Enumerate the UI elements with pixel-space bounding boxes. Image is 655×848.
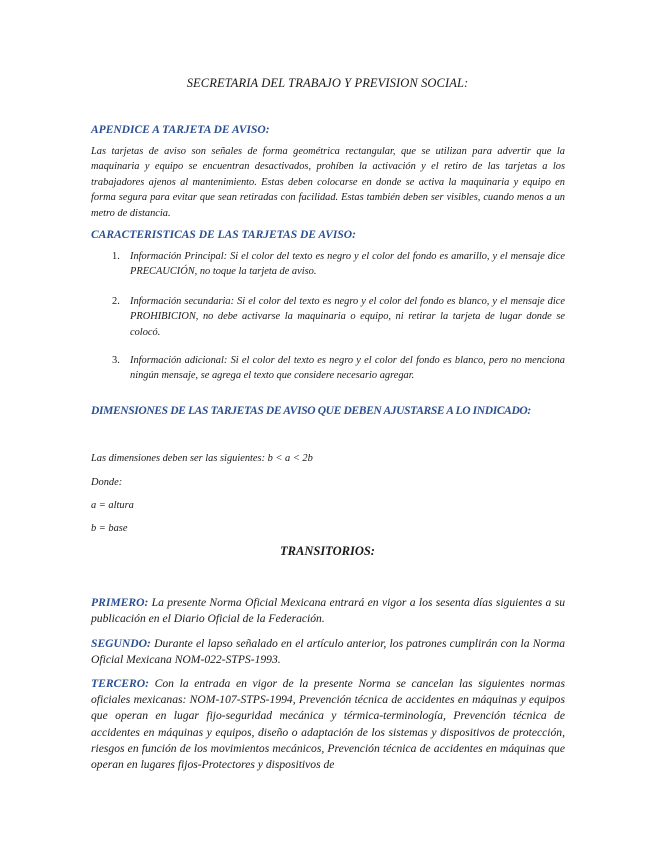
segundo-label: SEGUNDO: <box>91 637 151 650</box>
section-heading-dimensiones: DIMENSIONES DE LAS TARJETAS DE AVISO QUE DEBEN AJUSTARSE A LO INDICADO: <box>91 405 531 417</box>
list-item-text: Información adicional: Si el color del texto es negro y el color del fondo es blanco, pero no menciona ningún mensaje, se agrega el texto que considere necesario agregar. <box>130 355 565 382</box>
list-item-text: Información Principal: Si el color del texto es negro y el color del fondo es amarillo, y el mensaje dice PRECAUCIÓN, no toque la tarjeta de aviso. <box>130 251 565 278</box>
tercero-text: Con la entrada en vigor de la presente Norma se cancelan las siguientes normas oficiales mexicanas: NOM-107-STPS-1994, Prevención técnica de accidentes en máquinas y equipos que operan en lugar fijo-seguridad mecánica y térmica-terminología, Prevención técnica de accidentes en máquinas y equipos, diseño o adaptación de los sistemas y dispositivos de protección, riesgos en función de los movimientos mecánicos, Prevención técnica de accidentes en máquinas que operan en lugares fijos-Protectores y dispositivos de <box>91 677 565 772</box>
section-heading-caracteristicas: CARACTERISTICAS DE LAS TARJETAS DE AVISO: <box>91 229 356 241</box>
list-item-number: 2. <box>112 296 120 307</box>
primero-label: PRIMERO: <box>91 596 149 609</box>
list-item-number: 1. <box>112 251 120 262</box>
list-item-number: 3. <box>112 355 120 366</box>
list-item <box>112 294 565 340</box>
list-item-text: Información secundaria: Si el color del texto es negro y el color del fondo es blanco, y el mensaje dice PROHIBICION, no debe activarse la maquinaria o equipo, ni retirar la tarjeta de lugar donde se colocó. <box>130 296 565 338</box>
paragraph-primero <box>91 595 565 627</box>
dimensions-formula: Las dimensiones deben ser las siguientes: b < a < 2b <box>91 453 313 464</box>
transitorios-title: TRANSITORIOS: <box>280 544 375 558</box>
tercero-label: TERCERO: <box>91 677 149 690</box>
paragraph-tercero <box>91 676 565 773</box>
dimensions-altura: a = altura <box>91 500 134 511</box>
paragraph-apendice: Las tarjetas de aviso son señales de forma geométrica rectangular, que se utilizan para advertir que la maquinaria y equipo se encuentran desactivados, prohíben la activación y el retiro de las tarjetas a los trabajadores ajenos al mantenimiento. Estas deben colocarse en donde se activa la maquinaria y equipo en forma segura para evitar que sean retiradas con facilidad. Estas también deben ser visibles, cuando menos a un metro de distancia. <box>91 146 565 219</box>
page-title: SECRETARIA DEL TRABAJO Y PREVISION SOCIAL: <box>186 76 469 90</box>
dimensions-base: b = base <box>91 523 128 534</box>
list-item <box>112 249 565 280</box>
primero-text: La presente Norma Oficial Mexicana entrará en vigor a los sesenta días siguientes a su publicación en el Diario Oficial de la Federación. <box>91 596 565 626</box>
dimensions-donde: Donde: <box>91 477 123 488</box>
paragraph-segundo <box>91 636 565 668</box>
segundo-text: Durante el lapso señalado en el artículo anterior, los patrones cumplirán con la Norma Oficial Mexicana NOM-022-STPS-1993. <box>91 637 565 667</box>
list-item <box>112 353 565 384</box>
section-heading-apendice: APENDICE A TARJETA DE AVISO: <box>91 124 270 136</box>
